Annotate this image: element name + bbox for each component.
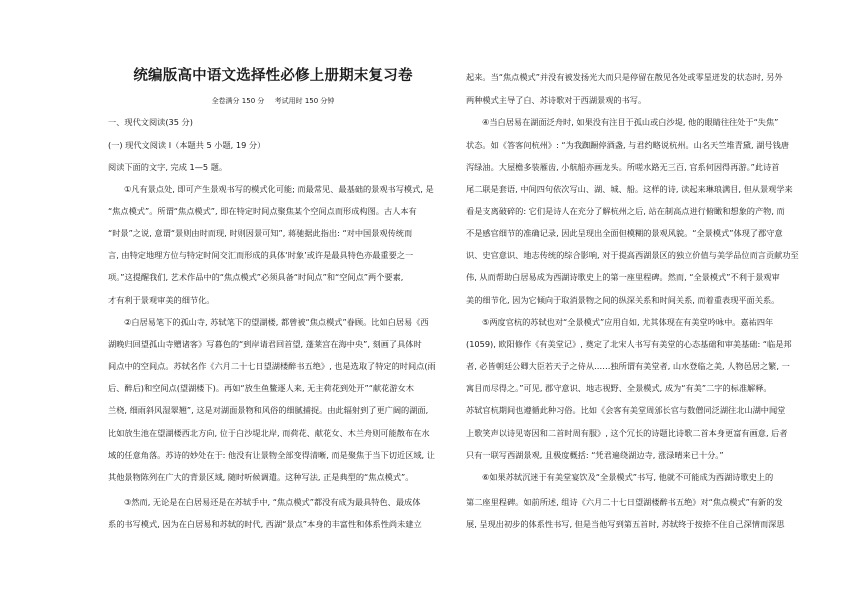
text-line: “焦点模式”。所谓“焦点模式”, 即在特定时间点聚焦某个空间点而形成构图。古人本有 [108,206,417,216]
text-line: 上歌笑声以诗见寄因和二首时周有服》, 这个冗长的诗题比诗歌二首本身更富有画意, 后者 [466,428,788,438]
text-line: 项。”这提醒我们, 艺术作品中的“焦点模式”必须具备“时间点”和“空间点”两个要素, [108,272,404,282]
text-line: 后、醉后)和空间点(望湖楼下)。再如“放生鱼鳖逐人来, 无主荷花到处开”“献花游女木 [108,383,414,393]
text-line: 伟, 从而帮助白居易成为西湖诗歌史上的第一座里程碑。然而, “全景模式”不利于景观审 [466,272,780,282]
text-line: 泻绿油。大屋檐多装雁齿, 小航船亦画龙头。所嗟水路无三百, 官系何因得再游。”此诗首 [466,162,780,172]
text-line: 看是支离破碎的: 它们是诗人在充分了解杭州之后, 站在制高点进行俯瞰和想象的产物, 而 [466,206,785,216]
exam-time: 考试用时 150 分钟 [274,97,335,105]
text-line: 湖晚归回望孤山寺赠诸客》写暮色的“到岸请君回首望, 蓬莱宫在海中央”, 刻画了具体时 [108,339,422,349]
text-line: 两种模式主导了白、苏诗歌对于西湖景观的书写。 [466,95,647,105]
text-line: 比如放生池在望湖楼西北方向, 位于白沙堤北岸, 而荷花、献花女、木兰舟则可能散布在水 [108,428,430,438]
text-line: 苏轼官杭期间也遵循此种习俗。比如《会客有美堂周邠长官与数僧同泛湖往北山湖中闻堂 [466,405,786,415]
text-line: 展, 呈现出初步的体系性书写, 但是当他写到第五首时, 苏轼终于按捺不住自己深情而深思 [466,519,785,529]
total-score: 全卷满分 150 分 [211,97,265,105]
exam-info [108,96,438,106]
text-line: ⑥如果苏轼沉迷于有美堂宴饮及“全景模式”书写, 他就不可能成为西湖诗歌史上的 [482,472,774,482]
text-line: 才有利于景观审美的细节化。 [108,295,215,305]
text-line: 识、史官意识、地志传统的综合影响, 对于提高西湖景区的独立价值与美学品位而言贡献功至 [466,250,799,260]
exam-title: 统编版高中语文选择性必修上册期末复习卷 [133,68,413,84]
section-heading: 一、现代文阅读(35 分) [108,117,193,127]
text-line: “时景”之说, 意谓“景则由时而现, 时则因景可知”, 蒋驰据此指出: “对中国景观传统而 [108,228,413,238]
text-line: 不是感官细节的准确记录, 因此呈现出全面但模糊的景观风貌。“全景模式”体现了郡守意 [466,228,783,238]
text-line: 域的任意角落。苏诗的妙处在于: 他没有让景物全部变得清晰, 而是聚焦于当下切近区域, 让 [108,450,435,460]
text-line: (1059), 欧阳修作《有美堂记》, 奠定了北宋人书写有美堂的心态基础和审美基础: “临是邦 [466,339,792,349]
text-line: 其他景物陈列在广大的背景区域, 随时听候调遣。这种写法, 正是典型的“焦点模式”。 [108,472,414,482]
text-line: 美的细节化, 因为它倾向于取消景物之间的纵深关系和时间关系, 而着重表现平面关系。 [466,295,780,305]
text-line: ③然而, 无论是在白居易还是在苏轼手中, “焦点模式”都没有成为最具特色、最成体 [124,497,421,507]
text-line: 第二座里程碑。如前所述, 组诗《六月二十七日望湖楼醉书五绝》对“焦点模式”有新的发 [466,497,783,507]
text-line: 寓目而尽得之。”可见, 郡守意识、地志视野、全景模式, 成为“有美”二字的标准解释。 [466,383,772,393]
text-line: 系的书写模式, 因为在白居易和苏轼的时代, 西湖“景点”本身的丰富性和体系性尚未建立 [108,519,422,529]
text-line: 者, 必皆朝廷公卿大臣若天子之侍从……独所谓有美堂者, 山水登临之美, 人物邑居之繁, 一 [466,361,790,371]
text-line: ①凡有景点处, 即可产生景观书写的模式化可能; 而最常见、最基础的景观书写模式, 是 [124,184,434,194]
text-line: 间点中的空间点。苏轼名作《六月二十七日望湖楼醉书五绝》, 也是选取了特定的时间点(雨 [108,361,436,371]
text-line: 只有一联写西湖景观, 且极度概括: “凭君遍绕湖边寺, 涨渌晴来已十分。” [466,450,724,460]
text-line: ⑤两度官杭的苏轼也对“全景模式”应用自如, 尤其体现在有美堂吟咏中。嘉祐四年 [482,317,774,327]
subsection-heading: (一) 现代文阅读 I（本题共 5 小题, 19 分） [108,140,266,150]
text-line: 起来。当“焦点模式”并没有被发扬光大而只是停留在散见各处或零星迸发的状态时, 另外 [466,72,783,82]
text-line: 兰桡, 细雨斜风湿翠翘”, 这是对湖面景物和风俗的细腻捕捉。由此辐射到了更广阔的湖面, [108,405,429,415]
text-line: 状态。如《答客问杭州》: “为我踟蹰停酒盏, 与君约略说杭州。山名天竺堆青黛, 湖号钱唐 [466,140,789,150]
text-line: ④当白居易在湖面泛舟时, 如果没有注目于孤山或白沙堤, 他的眼睛往往处于“失焦” [482,117,779,127]
text-line: ②白居易笔下的孤山寺, 苏轼笔下的望湖楼, 都曾被“焦点模式”眷顾。比如白居易《西 [124,317,429,327]
text-line: 言, 由特定地理方位与特定时间交汇而形成的具体‘时象’或许是最具特色亦最重要之一 [108,250,414,260]
instruction: 阅读下面的文字, 完成 1—5 题。 [108,162,228,172]
text-line: 尾二联是套语, 中间四句依次写山、湖、城、船。这样的诗, 读起来琳琅满目, 但从景观学来 [466,184,793,194]
